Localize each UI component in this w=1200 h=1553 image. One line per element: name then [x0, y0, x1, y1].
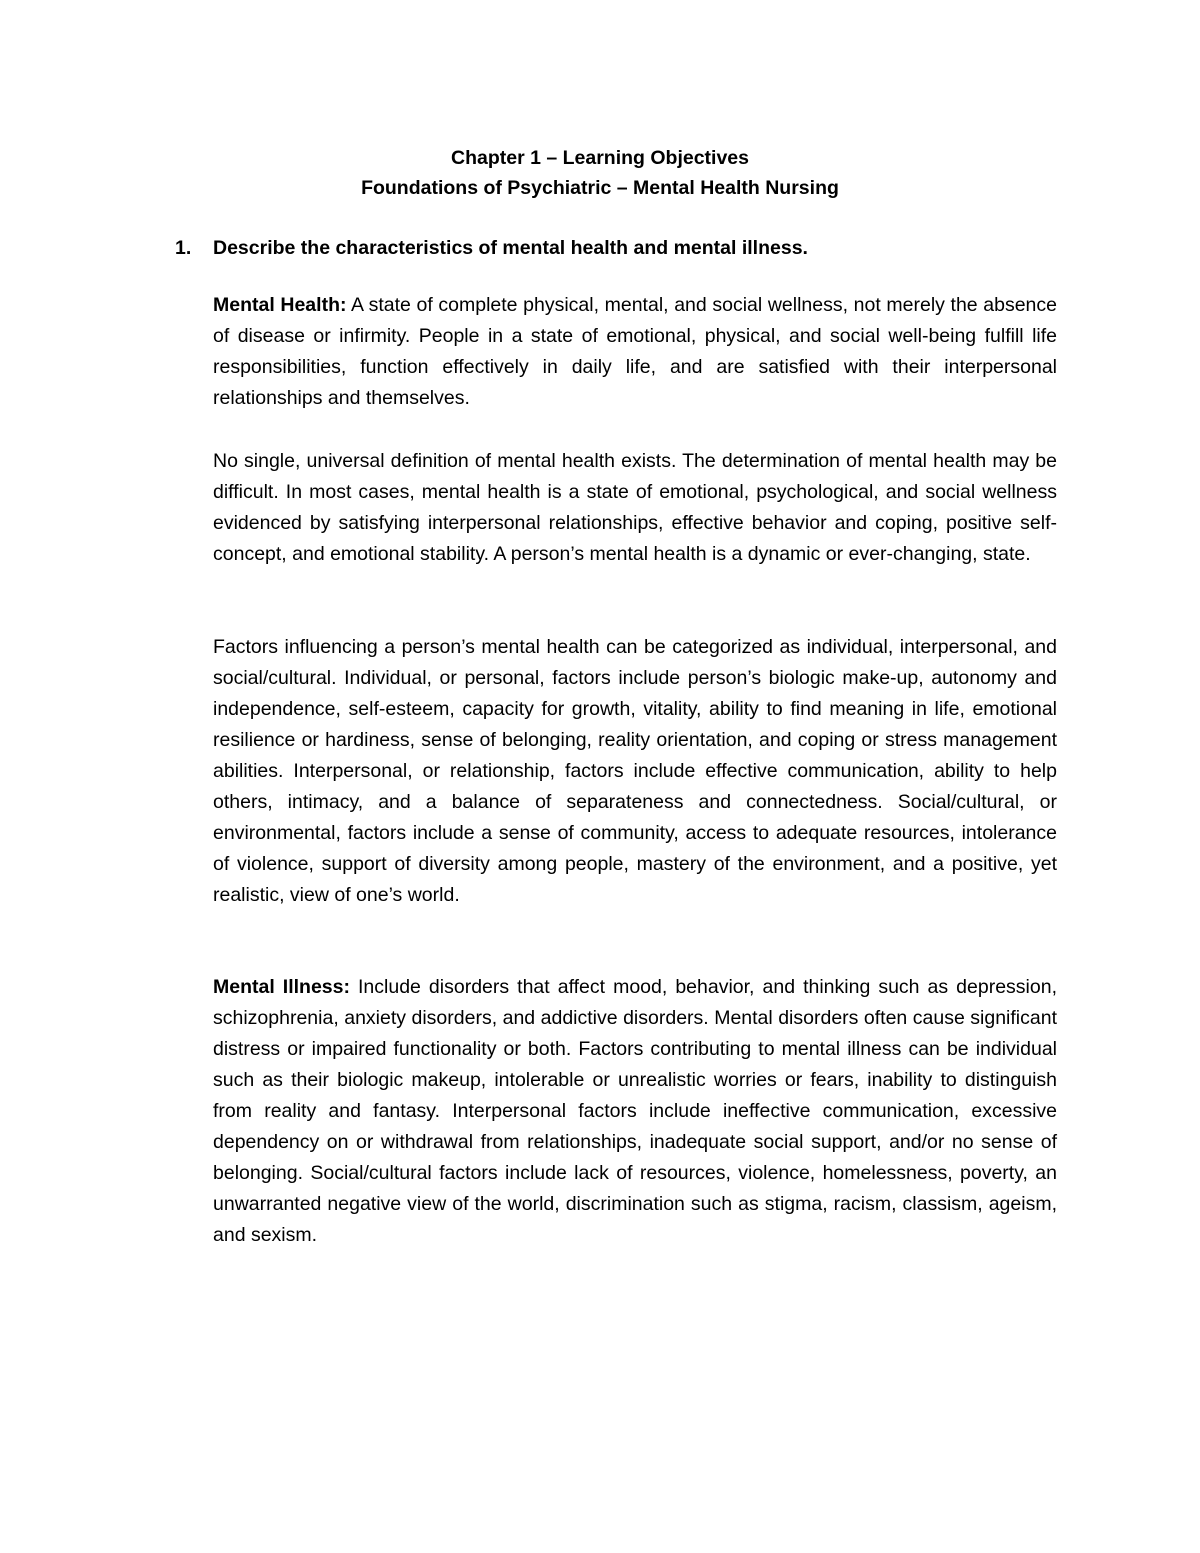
chapter-title: Chapter 1 – Learning Objectives — [450, 147, 749, 169]
mental-health-paragraph — [213, 290, 1057, 414]
mental-health-label: Mental Health: — [213, 294, 347, 316]
influencing-factors-paragraph: Factors influencing a person’s mental health can be categorized as individual, interpersonal, and social/cultural. Individual, or personal, factors include person’s biologic make-up, autonomy and independence, self-esteem, capacity for growth, vitality, ability to find meaning in life, emotional resilience or hardiness, sense of belonging, reality orientation, and coping or stress management abilities. Interpersonal, or relationship, factors include effective communication, ability to help others, intimacy, and a balance of separateness and connectedness. Social/cultural, or environmental, factors include a sense of community, access to adequate resources, intolerance of violence, support of diversity among people, mastery of the environment, and a positive, yet realistic, view of one’s world. — [213, 636, 1057, 906]
mental-health-definition-paragraph: No single, universal definition of mental health exists. The determination of mental health may be difficult. In most cases, mental health is a state of emotional, psychological, and social wellness evidenced by satisfying interpersonal relationships, effective behavior and coping, positive self-concept, and emotional stability. A person’s mental health is a dynamic or ever-changing, state. — [213, 450, 1057, 565]
document-title — [0, 143, 1200, 203]
chapter-subtitle: Foundations of Psychiatric – Mental Health Nursing — [361, 177, 839, 199]
objective-text: Describe the characteristics of mental health and mental illness. — [213, 237, 808, 259]
mental-illness-paragraph — [213, 972, 1057, 1251]
objective-number: 1. — [175, 237, 192, 259]
mental-illness-text: Include disorders that affect mood, behavior, and thinking such as depression, schizophrenia, anxiety disorders, and addictive disorders. Mental disorders often cause significant distress or impaired functionality or both. Factors contributing to mental illness can be individual such as their biologic makeup, intolerable or unrealistic worries or fears, inability to distinguish from reality and fantasy. Interpersonal factors include ineffective communication, excessive dependency on or withdrawal from relationships, inadequate social support, and/or no sense of belonging. Social/cultural factors include lack of resources, violence, homelessness, poverty, an unwarranted negative view of the world, discrimination such as stigma, racism, classism, ageism, and sexism. — [213, 976, 1057, 1246]
mental-illness-label: Mental Illness: — [213, 976, 350, 998]
mental-health-text: A state of complete physical, mental, and social wellness, not merely the absence of disease or infirmity. People in a state of emotional, physical, and social well-being fulfill life responsibilities, function effectively in daily life, and are satisfied with their interpersonal relationships and themselves. — [213, 294, 1057, 409]
learning-objective-1 — [175, 233, 1065, 263]
